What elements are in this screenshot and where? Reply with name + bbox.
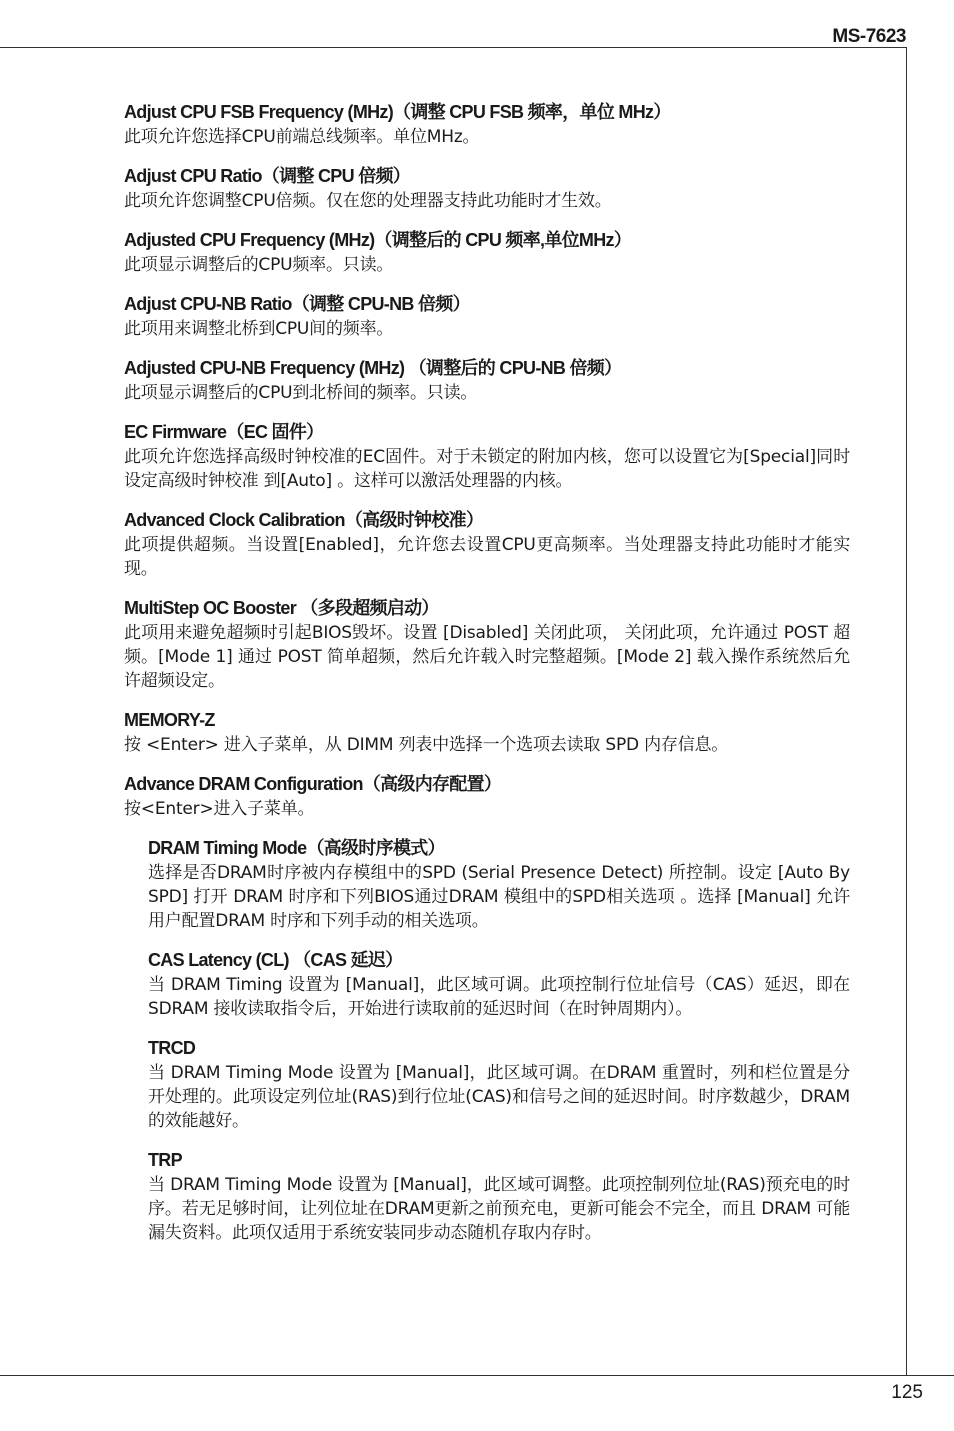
section-body: 此项用来避免超频时引起BIOS毁坏。设置 [Disabled] 关闭此项， 关闭此项，允许通过 POST 超频。[Mode 1] 通过 POST 简单超频，然后允许载入时完整超频。[Mode 2] 载入操作系统然后允许超频设定。	[124, 623, 850, 691]
section-title: Advanced Clock Calibration（高级时钟校准）	[124, 510, 484, 530]
section-multistep-oc-booster	[124, 595, 850, 693]
section-body: 此项允许您选择高级时钟校准的EC固件。对于未锁定的附加内核，您可以设置它为[Special]同时设定高级时钟校准 到[Auto] 。这样可以激活处理器的内核。	[124, 447, 850, 491]
section-title: MEMORY-Z	[124, 710, 215, 730]
section-title: Adjusted CPU Frequency (MHz)（调整后的 CPU 频率,单位MHz）	[124, 230, 632, 250]
header-model: MS-7623	[832, 26, 906, 47]
section-cpu-ratio	[124, 163, 850, 213]
section-body: 按 <Enter> 进入子菜单，从 DIMM 列表中选择一个选项去读取 SPD 内存信息。	[124, 735, 729, 755]
footer-rule	[0, 1375, 954, 1376]
section-title: Adjust CPU-NB Ratio（调整 CPU-NB 倍频）	[124, 294, 470, 314]
section-adjusted-cpu-nb-frequency	[124, 355, 850, 405]
section-advance-dram-configuration	[124, 771, 850, 821]
section-body: 此项用来调整北桥到CPU间的频率。	[124, 319, 394, 339]
subsection-trcd	[148, 1035, 850, 1133]
section-title: Adjust CPU Ratio（调整 CPU 倍频）	[124, 166, 411, 186]
right-margin-rule	[906, 47, 907, 1375]
section-title: Adjust CPU FSB Frequency (MHz)（调整 CPU FSB 频率，单位 MHz）	[124, 102, 671, 122]
section-body: 此项提供超频。当设置[Enabled]，允许您去设置CPU更高频率。当处理器支持此功能时才能实现。	[124, 535, 850, 579]
subsection-title: CAS Latency (CL) （CAS 延迟）	[148, 950, 403, 970]
subsection-title: TRP	[148, 1150, 182, 1170]
section-adjusted-cpu-frequency	[124, 227, 850, 277]
section-title: EC Firmware（EC 固件）	[124, 422, 324, 442]
subsection-title: TRCD	[148, 1038, 196, 1058]
page-number: 125	[891, 1382, 923, 1403]
subsection-trp	[148, 1147, 850, 1245]
header-rule	[0, 47, 907, 48]
section-body: 此项允许您选择CPU前端总线频率。单位MHz。	[124, 127, 480, 147]
section-title: Adjusted CPU-NB Frequency (MHz) （调整后的 CPU-NB 倍频）	[124, 358, 622, 378]
section-body: 按<Enter>进入子菜单。	[124, 799, 315, 819]
subsection-body: 当 DRAM Timing Mode 设置为 [Manual]，此区域可调。在DRAM 重置时，列和栏位置是分开处理的。此项设定列位址(RAS)到行位址(CAS)和信号之间的延迟时间。时序数越少，DRAM 的效能越好。	[148, 1063, 850, 1131]
section-title: Advance DRAM Configuration（高级内存配置）	[124, 774, 502, 794]
section-cpu-nb-ratio	[124, 291, 850, 341]
subsection-title: DRAM Timing Mode（高级时序模式）	[148, 838, 445, 858]
subsection-body: 选择是否DRAM时序被内存模组中的SPD (Serial Presence Detect) 所控制。设定 [Auto By SPD] 打开 DRAM 时序和下列BIOS通过DRAM 模组中的SPD相关选项 。选择 [Manual] 允许用户配置DRAM 时序和下列手动的相关选项。	[148, 863, 850, 931]
subsection-cas-latency	[148, 947, 850, 1021]
section-body: 此项显示调整后的CPU到北桥间的频率。只读。	[124, 383, 478, 403]
section-ec-firmware	[124, 419, 850, 493]
section-fsb-frequency	[124, 99, 850, 149]
section-body: 此项显示调整后的CPU频率。只读。	[124, 255, 394, 275]
section-advanced-clock-calibration	[124, 507, 850, 581]
subsection-body: 当 DRAM Timing Mode 设置为 [Manual]，此区域可调整。此项控制列位址(RAS)预充电的时序。若无足够时间，让列位址在DRAM更新之前预充电，更新可能会不完全，而且 DRAM 可能漏失资料。此项仅适用于系统安装同步动态随机存取内存时。	[148, 1175, 850, 1243]
main-content	[124, 99, 850, 1259]
section-body: 此项允许您调整CPU倍频。仅在您的处理器支持此功能时才生效。	[124, 191, 612, 211]
subsection-body: 当 DRAM Timing 设置为 [Manual]，此区域可调。此项控制行位址信号（CAS）延迟，即在 SDRAM 接收读取指令后，开始进行读取前的延迟时间（在时钟周期内）。	[148, 975, 850, 1019]
section-memory-z	[124, 707, 850, 757]
section-title: MultiStep OC Booster （多段超频启动）	[124, 598, 439, 618]
subsection-dram-timing-mode	[148, 835, 850, 933]
